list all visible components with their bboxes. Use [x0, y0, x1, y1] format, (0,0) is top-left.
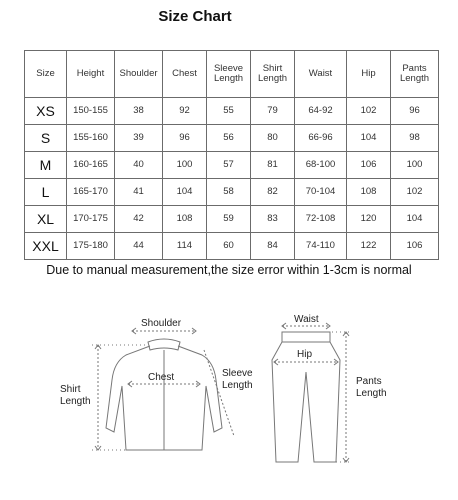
cell-shoulder: 44 — [115, 233, 163, 260]
shirt-collar — [148, 339, 180, 350]
cell-shirt-length: 82 — [251, 179, 295, 206]
cell-waist: 70-104 — [295, 179, 347, 206]
cell-hip: 106 — [347, 152, 391, 179]
label-pants-length: Pants Length — [356, 376, 387, 399]
cell-waist: 64-92 — [295, 98, 347, 125]
cell-pants-length: 96 — [391, 98, 439, 125]
header-height: Height — [67, 51, 115, 98]
cell-chest: 100 — [163, 152, 207, 179]
cell-shirt-length: 80 — [251, 125, 295, 152]
cell-shoulder: 42 — [115, 206, 163, 233]
cell-chest: 96 — [163, 125, 207, 152]
cell-sleeve-length: 60 — [207, 233, 251, 260]
cell-waist: 72-108 — [295, 206, 347, 233]
label-chest: Chest — [148, 372, 175, 383]
pants-waistband — [282, 332, 330, 342]
cell-size: XXL — [25, 233, 67, 260]
cell-height: 150-155 — [67, 98, 115, 125]
sleeve-arrow — [204, 350, 234, 436]
cell-chest: 92 — [163, 98, 207, 125]
measurement-note: Due to manual measurement,the size error within 1-3cm is normal — [46, 263, 412, 277]
cell-sleeve-length: 58 — [207, 179, 251, 206]
cell-sleeve-length: 56 — [207, 125, 251, 152]
cell-hip: 120 — [347, 206, 391, 233]
cell-height: 165-170 — [67, 179, 115, 206]
cell-shoulder: 39 — [115, 125, 163, 152]
cell-shirt-length: 79 — [251, 98, 295, 125]
label-sleeve-length: Sleeve Length — [222, 368, 253, 391]
cell-pants-length: 104 — [391, 206, 439, 233]
cell-size: XL — [25, 206, 67, 233]
cell-shirt-length: 81 — [251, 152, 295, 179]
pants-illustration — [272, 323, 352, 462]
cell-size: L — [25, 179, 67, 206]
header-hip: Hip — [347, 51, 391, 98]
cell-chest: 114 — [163, 233, 207, 260]
header-shirt-length-label: Shirt Length — [257, 63, 288, 84]
cell-size: S — [25, 125, 67, 152]
cell-height: 155-160 — [67, 125, 115, 152]
cell-chest: 108 — [163, 206, 207, 233]
shirt-illustration — [92, 328, 234, 450]
cell-waist: 66-96 — [295, 125, 347, 152]
header-pants-length-label: Pants Length — [399, 63, 430, 84]
cell-size: M — [25, 152, 67, 179]
cell-pants-length: 100 — [391, 152, 439, 179]
cell-waist: 74-110 — [295, 233, 347, 260]
cell-shoulder: 41 — [115, 179, 163, 206]
header-sleeve-length-label: Sleeve Length — [213, 63, 244, 84]
label-waist: Waist — [294, 314, 319, 325]
cell-shirt-length: 84 — [251, 233, 295, 260]
cell-waist: 68-100 — [295, 152, 347, 179]
cell-pants-length: 102 — [391, 179, 439, 206]
label-hip: Hip — [297, 349, 313, 360]
cell-chest: 104 — [163, 179, 207, 206]
cell-height: 160-165 — [67, 152, 115, 179]
label-shoulder: Shoulder — [141, 318, 182, 329]
cell-pants-length: 106 — [391, 233, 439, 260]
cell-sleeve-length: 57 — [207, 152, 251, 179]
cell-pants-length: 98 — [391, 125, 439, 152]
cell-shirt-length: 83 — [251, 206, 295, 233]
cell-shoulder: 38 — [115, 98, 163, 125]
label-shirt-length: Shirt Length — [60, 384, 91, 407]
page-title: Size Chart — [158, 8, 232, 25]
header-size: Size — [25, 51, 67, 98]
header-waist: Waist — [295, 51, 347, 98]
cell-height: 175-180 — [67, 233, 115, 260]
cell-sleeve-length: 55 — [207, 98, 251, 125]
cell-hip: 122 — [347, 233, 391, 260]
cell-hip: 108 — [347, 179, 391, 206]
cell-hip: 102 — [347, 98, 391, 125]
cell-shoulder: 40 — [115, 152, 163, 179]
header-chest: Chest — [163, 51, 207, 98]
cell-height: 170-175 — [67, 206, 115, 233]
header-shoulder: Shoulder — [115, 51, 163, 98]
cell-size: XS — [25, 98, 67, 125]
cell-sleeve-length: 59 — [207, 206, 251, 233]
cell-hip: 104 — [347, 125, 391, 152]
